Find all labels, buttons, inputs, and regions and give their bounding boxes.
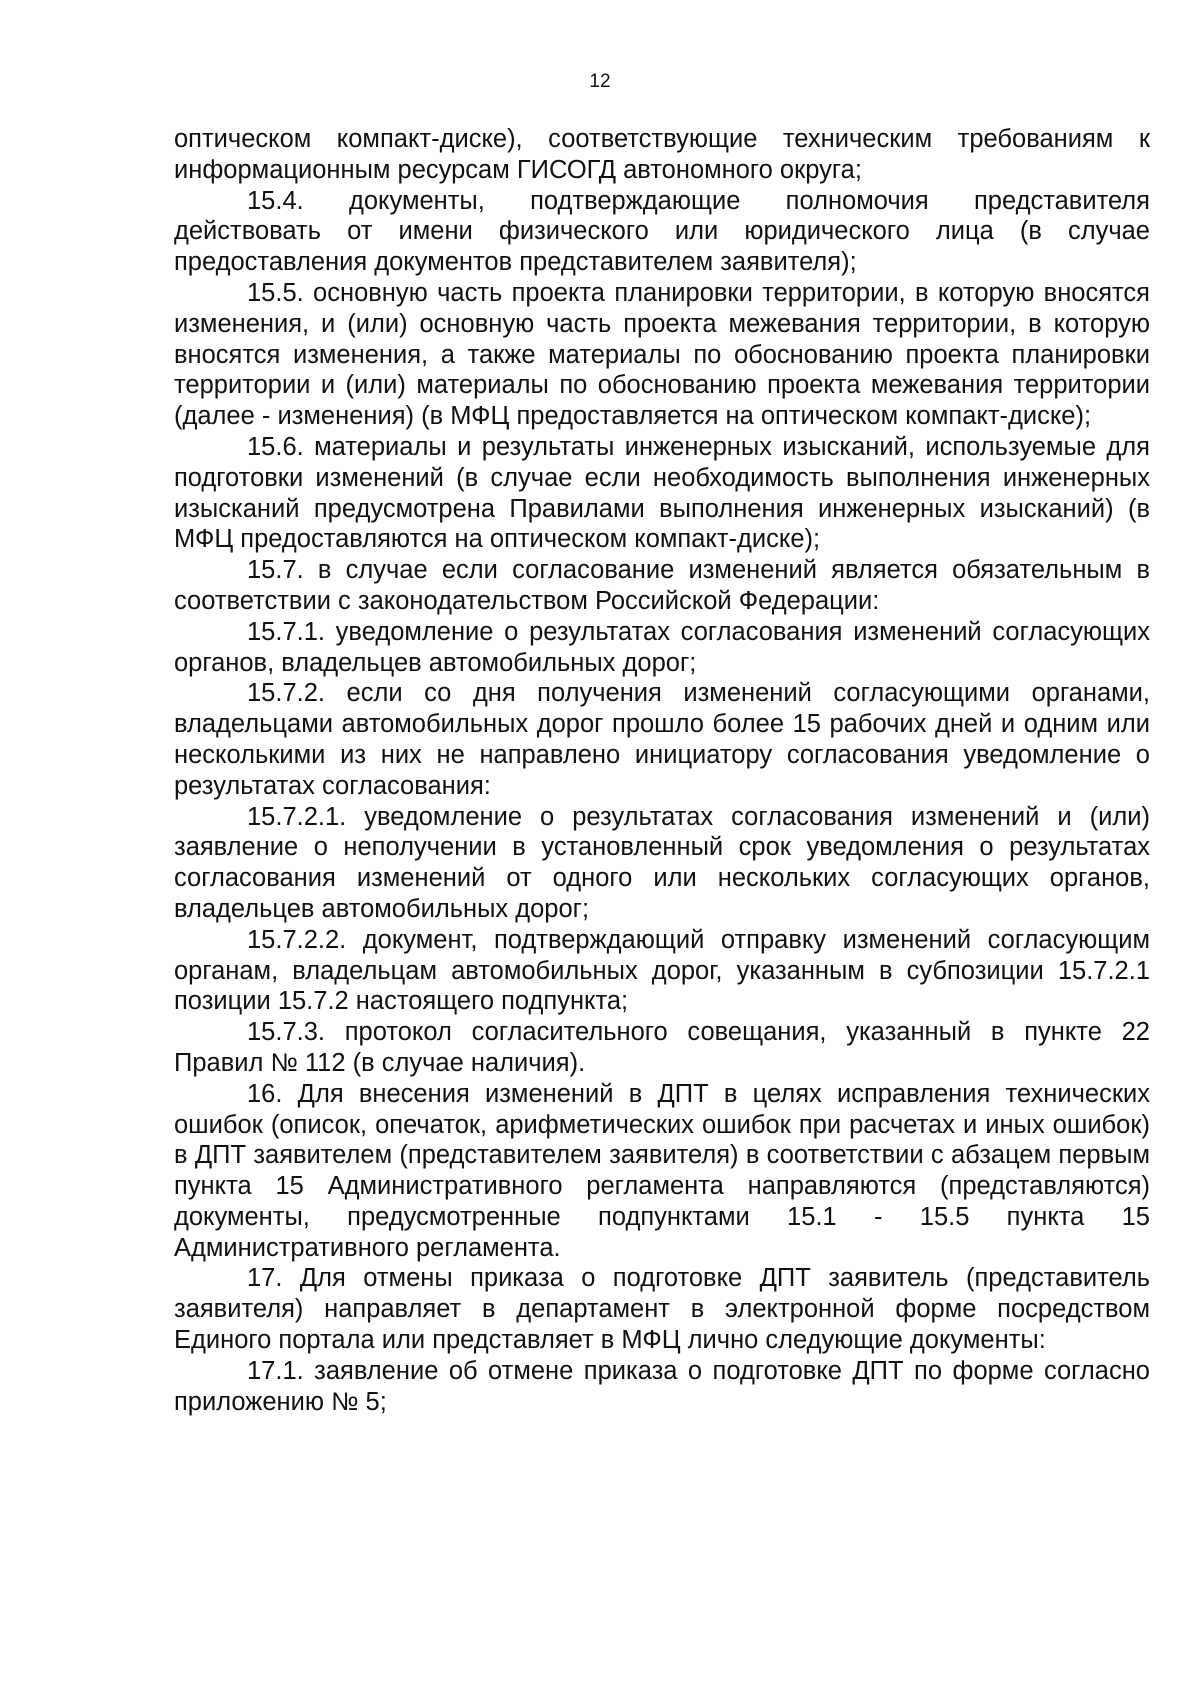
paragraph-15-7: 15.7. в случае если согласование изменений является обязательным в соответствии с законодательством Российской Федерации:: [174, 556, 1150, 615]
page-number: 12: [589, 71, 611, 92]
paragraph-15-5: 15.5. основную часть проекта планировки территории, в которую вносятся изменения, и (или) основную часть проекта межевания территории, в которую вносятся изменения, а также материалы по обоснованию проекта планировки территории и (или) материалы по обоснованию проекта межевания территории (далее - изменения) (в МФЦ предоставляется на оптическом компакт-диске);: [174, 278, 1150, 431]
paragraph-15-7-1: 15.7.1. уведомление о результатах согласования изменений согласующих органов, владельцев автомобильных дорог;: [174, 617, 1150, 677]
paragraph-15-6: 15.6. материалы и результаты инженерных изысканий, используемые для подготовки изменений (в случае если необходимость выполнения инженерных изысканий предусмотрена Правилами выполнения инженерных изысканий) (в МФЦ предоставляются на оптическом компакт-диске);: [174, 432, 1150, 554]
paragraph-15-7-3: 15.7.3. протокол согласительного совещания, указанный в пункте 22 Правил № 112 (в случае наличия).: [174, 1018, 1150, 1077]
paragraph-16: 16. Для внесения изменений в ДПТ в целях исправления технических ошибок (описок, опечаток, арифметических ошибок при расчетах и иных ошибок) в ДПТ заявителем (представителем заявителя) в соответствии с абзацем первым пункта 15 Административного регламента направляются (представляются) документы, предусмотренные подпунктами 15.1 - 15.5 пункта 15 Административного регламента.: [174, 1079, 1150, 1262]
paragraph-15-4: 15.4. документы, подтверждающие полномочия представителя действовать от имени физического или юридического лица (в случае предоставления документов представителем заявителя);: [174, 186, 1150, 277]
paragraph-15-7-2: 15.7.2. если со дня получения изменений согласующими органами, владельцами автомобильных дорог прошло более 15 рабочих дней и одним или несколькими из них не направлено инициатору согласования уведомление о результатах согласования:: [174, 679, 1150, 800]
paragraph-17-1: 17.1. заявление об отмене приказа о подготовке ДПТ по форме согласно приложению № 5;: [174, 1356, 1150, 1416]
document-body: [174, 124, 1150, 1417]
paragraph-15-7-2-1: 15.7.2.1. уведомление о результатах согласования изменений и (или) заявление о неполучении в установленный срок уведомления о результатах согласования изменений от одного или нескольких согласующих органов, владельцев автомобильных дорог;: [174, 802, 1150, 923]
paragraph-17: 17. Для отмены приказа о подготовке ДПТ заявитель (представитель заявителя) направляет в департамент в электронной форме посредством Единого портала или представляет в МФЦ лично следующие документы:: [174, 1264, 1150, 1355]
paragraph-continuation: оптическом компакт-диске), соответствующие техническим требованиям к информационным ресурсам ГИСОГД автономного округа;: [174, 125, 1150, 184]
paragraph-15-7-2-2: 15.7.2.2. документ, подтверждающий отправку изменений согласующим органам, владельцам автомобильных дорог, указанным в субпозиции 15.7.2.1 позиции 15.7.2 настоящего подпункта;: [174, 925, 1150, 1016]
